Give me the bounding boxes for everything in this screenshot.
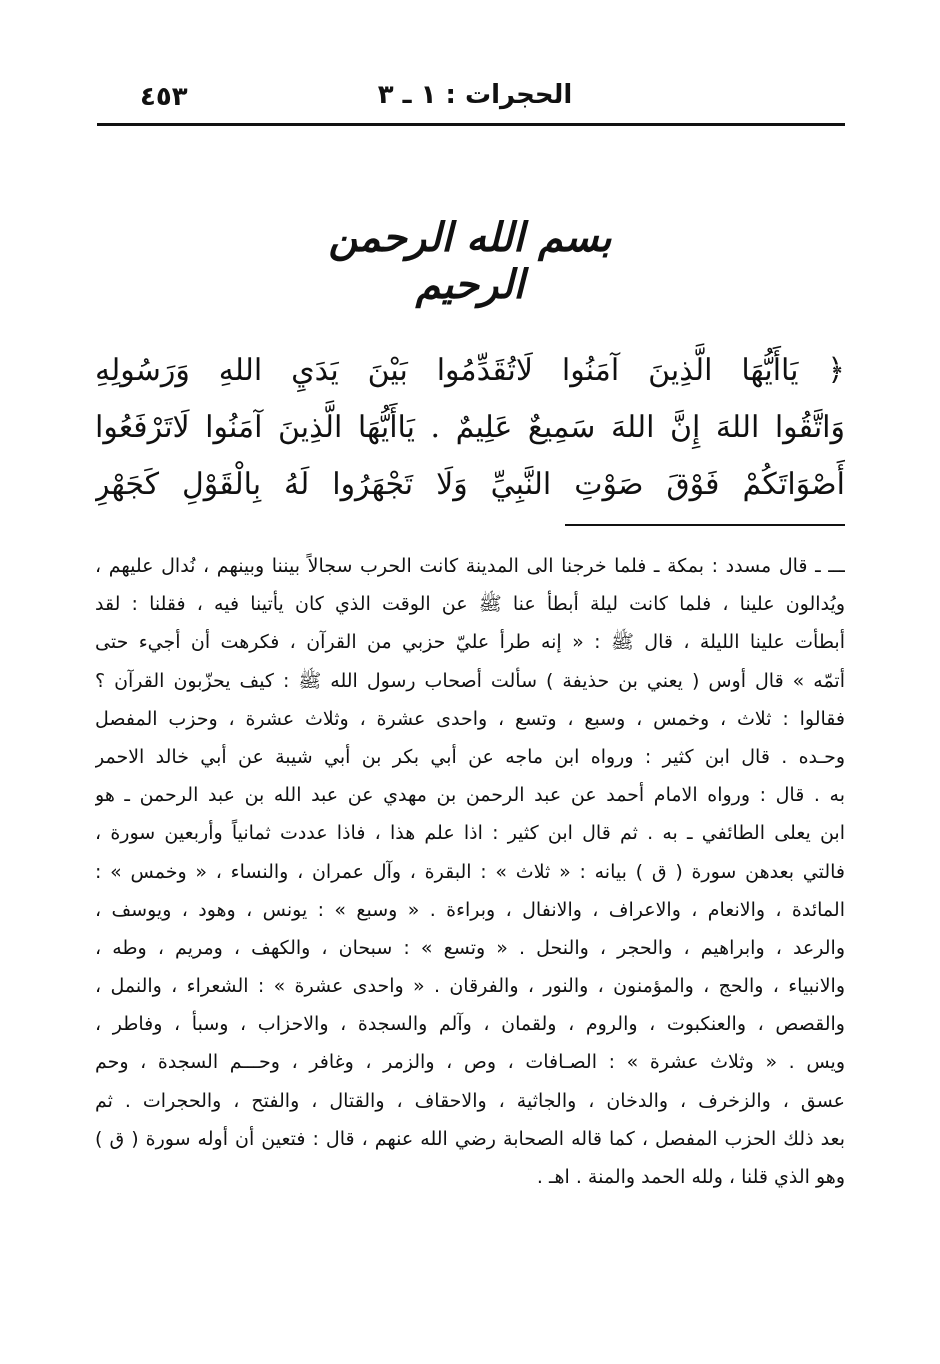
commentary-line: ويس . « وثلاث عشرة » : الصـافات ، وص ، والزمر ، وغافر ، وحـــم السجدة ، وحم [95, 1051, 845, 1074]
commentary-line: ـــ ـ قال مسدد : بمكة ـ فلما خرجنا الى المدينة كانت الحرب سجالاً بيننا وبينهم ، نُدال عليهم ، [95, 555, 845, 577]
quran-verse-block [95, 342, 845, 513]
commentary-block [95, 547, 845, 1196]
running-header-title: الحجرات : ١ ـ ٣ [377, 80, 573, 110]
commentary-line: والرعد ، وابراهيم ، والحجر ، والنحل . « وتسع » : سبحان ، والكهف ، ومريم ، وطه ، [95, 936, 845, 959]
commentary-line: بعد ذلك الحزب المفصل ، كما قاله الصحابة رضي الله عنهم ، قال : فتعين أن أوله سورة ( ق ) [95, 1127, 845, 1150]
footnote-separator [565, 524, 845, 526]
commentary-line: أتمّه » قال أوس ( يعني بن حذيفة ) سألت أصحاب رسول الله ﷺ : كيف يحزّبون القرآن ؟ [95, 669, 845, 692]
commentary-line: المائدة ، والانعام ، والاعراف ، والانفال ، وبراءة . « وسبع » : يونس ، وهود ، ويوسف ، [95, 898, 845, 921]
basmala-calligraphy: بسم الله الرحمن الرحيم [328, 214, 612, 308]
commentary-line: ابن يعلى الطائفي ـ به . ثم قال ابن كثير : اذا علم هذا ، فاذا عددت ثمانياً وأربعين سورة ، [95, 822, 845, 845]
verse-line: أَصْوَاتَكُمْ فَوْقَ صَوْتِ النَّبِيِّ وَلَا تَجْهَرُوا لَهُ بِالْقَوْلِ كَجَهْرِ [95, 467, 845, 502]
commentary-line: والقصص ، والعنكبوت ، والروم ، ولقمان ، وآلم والسجدة ، والاحزاب ، وسبأ ، وفاطر ، [95, 1013, 845, 1036]
commentary-line: وهو الذي قلنا ، ولله الحمد والمنة . اهـ . [536, 1166, 845, 1188]
page-number: ٤٥٣ [140, 82, 188, 112]
verse-line: ﴿ يَاأَيُّهَا الَّذِينَ آمَنُوا لَاتُقَدِّمُوا بَيْنَ يَدَيِ اللهِ وَرَسُولِهِ [95, 353, 845, 388]
commentary-line: ويُدالون علينا ، فلما كانت ليلة أبطأ عنا ﷺ عن الوقت الذي كان يأتينا فيه ، فقلنا : لقد [95, 593, 845, 616]
verse-line: وَاتَّقُوا اللهَ إِنَّ اللهَ سَمِيعٌ عَلِيمٌ . يَاأَيُّهَا الَّذِينَ آمَنُوا لَاتَرْفَعُوا [95, 410, 845, 445]
commentary-line: وحـده . قال ابن كثير : ورواه ابن ماجه عن أبي بكر بن أبي شيبة عن أبي خالد الاحمر [95, 745, 845, 768]
header-rule [97, 123, 845, 126]
commentary-line: عسق ، والزخرف ، والدخان ، والجاثية ، والاحقاف ، والقتال ، والفتح ، والحجرات . ثم [95, 1089, 845, 1112]
commentary-line: فقالوا : ثلاث ، وخمس ، وسبع ، وتسع ، واحدى عشرة ، وثلاث عشرة ، وحزب المفصل [95, 707, 845, 730]
commentary-line: فالتي بعدهن سورة ( ق ) بيانه : « ثلاث » : البقرة ، وآل عمران ، والنساء ، « وخمس » : [95, 860, 845, 883]
commentary-line: والانبياء ، والحج ، والمؤمنون ، والنور ، والفرقان . « واحدى عشرة » : الشعراء ، والنمل ، [95, 975, 845, 998]
commentary-line: أبطأت علينا الليلة ، قال ﷺ : « إنه طرأ عليّ حزبي من القرآن ، فكرهت أن أجيء حتى [95, 631, 845, 654]
commentary-line: به . قال : ورواه الامام أحمد عن عبد الرحمن بن مهدي عن عبد الله بن عبد الرحمن ـ هو [95, 784, 845, 807]
